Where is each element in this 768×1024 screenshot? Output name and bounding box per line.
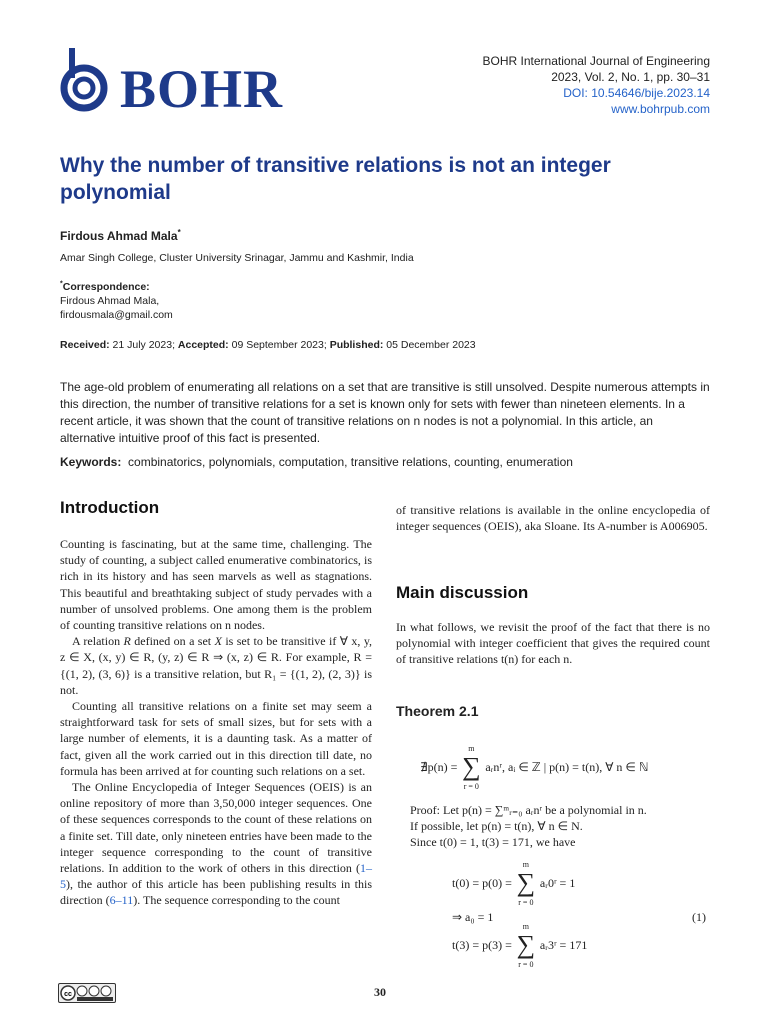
intro-paragraph-3: Counting all transitive relations on a finite set may seem a straightforward task for sets of small sizes, but for sets with a large number of elements, it is a daunting task. As a matter of fact, given all the work carried out in this direction till date, no formula has been arrived at for counting such relations on a set.: [60, 699, 372, 778]
author-name: [60, 228, 181, 243]
abstract: The age-old problem of enumerating all relations on a set that are transitive is still unsolved. Despite numerous attempts in this direction, the number of transitive relations for a set is known only for sets with fewer than nineteen elements. In a recent article, it was shown that the count of transitive relations on n nodes is not a polynomial. In this article, an alternative intuitive proof of this fact is presented.: [60, 380, 710, 445]
proof-line-1: Proof: Let p(n) = ∑ᵐᵣ₌₀ aᵣnʳ be a polynomial in n.: [410, 803, 647, 817]
main-discussion-paragraph: In what follows, we revisit the proof of the fact that there is no polynomial with integer coefficient that gives the required count of transitive relations t(n) for each n.: [396, 620, 710, 667]
journal-name: BOHR International Journal of Engineering: [482, 54, 710, 68]
affiliation: Amar Singh College, Cluster University Srinagar, Jammu and Kashmir, India: [60, 252, 414, 264]
section-heading-main-discussion: Main discussion: [396, 583, 529, 602]
author-name-text: Firdous Ahmad Mala: [60, 229, 178, 243]
bohr-logo-icon: [58, 44, 118, 116]
section-heading-introduction: Introduction: [60, 498, 160, 517]
proof-line-3: Since t(0) = 1, t(3) = 171, we have: [410, 835, 576, 849]
citation-link[interactable]: 6–11: [109, 893, 134, 908]
page-number: 30: [374, 985, 386, 999]
article-dates: Received: 21 July 2023; Accepted: 09 September 2023; Published: 05 December 2023: [60, 339, 476, 351]
equation-t0: t(0) = p(0) = m ∑ r = 0 aᵣ0ʳ = 1: [452, 860, 576, 907]
correspondence-email[interactable]: firdousmala@gmail.com: [60, 308, 173, 321]
intro-paragraph-4: The Online Encyclopedia of Integer Sequences (OEIS) is an online repository of more than 3,50,000 integer sequences. One of these sequences corresponds to the count of these relations on a finite set. Till date, only nineteen entries have been made to the integer sequence corresponding to the count of transitive relations. In addition to the work of others in this direction (1–5), the author of this article has been publishing results in this direction (6–11). The sequence corresponding to the count: [60, 780, 372, 908]
proof-text: [410, 802, 647, 850]
keywords-label: Keywords:: [60, 455, 122, 469]
intro-paragraph-1: Counting is fascinating, but at the same time, challenging. The study of counting, a subject called enumerative combinatorics, is rich in its history and has seen marvels as well as stagnations. This beautiful and breathtaking subject of study pervades with a number of unsolved problems. One among them is the problem of counting transitive relations on n nodes.: [60, 537, 372, 633]
proof-line-2: If possible, let p(n) = t(n), ∀ n ∈ N.: [410, 819, 583, 833]
website-link[interactable]: www.bohrpub.com: [611, 102, 710, 116]
citation-link[interactable]: 1–5: [60, 861, 372, 892]
correspondence-label: *Correspondence:: [60, 280, 150, 293]
keywords-list: combinatorics, polynomials, computation, transitive relations, counting, enumeration: [128, 455, 573, 469]
equation-t3: t(3) = p(3) = m ∑ r = 0 aᵣ3ʳ = 171: [452, 922, 588, 969]
summation-symbol: m ∑ r = 0: [462, 744, 481, 791]
equation-a0: ⇒ a₀ = 1: [452, 910, 494, 924]
equation-number: (1): [692, 910, 706, 924]
summation-symbol: m ∑ r = 0: [516, 922, 536, 969]
author-mark: *: [177, 228, 181, 237]
theorem-equation: ∄p(n) = m ∑ r = 0 aᵣnʳ, aᵢ ∈ ℤ | p(n) = t(n), ∀ n ∈ ℕ: [420, 744, 649, 791]
summation-symbol: m ∑ r = 0: [516, 860, 536, 907]
journal-issue: 2023, Vol. 2, No. 1, pp. 30–31: [551, 70, 710, 84]
logo-text: BOHR: [120, 59, 284, 119]
correspondence: [60, 277, 173, 322]
journal-info: [483, 53, 710, 117]
intro-paragraph-2: A relation R defined on a set X is set to be transitive if ∀ x, y, z ∈ X, (x, y) ∈ R, (y, z) ∈ R ⇒ (x, z) ∈ R. For example, R = {(1, 2), (3, 6)} is a transitive relation, but R₁ = {(1, 2), (2, 3)} is not.: [60, 634, 373, 697]
correspondence-name: Firdous Ahmad Mala,: [60, 294, 160, 307]
bohr-logo: [58, 44, 288, 119]
keywords: [60, 455, 710, 469]
doi-link[interactable]: DOI: 10.54646/bije.2023.14: [563, 86, 710, 100]
article-title: Why the number of transitive relations is not an integer polynomial: [60, 154, 611, 204]
theorem-heading: Theorem 2.1: [396, 703, 479, 719]
cc-license-badge[interactable]: [58, 983, 116, 1003]
right-column-continuation: of transitive relations is available in the online encyclopedia of integer sequences (OEIS), aka Sloane. Its A-number is A006905.: [396, 503, 710, 534]
left-column-text: [60, 536, 372, 909]
cc-license-icon: [59, 984, 115, 1002]
svg-text:cc: cc: [64, 991, 72, 998]
